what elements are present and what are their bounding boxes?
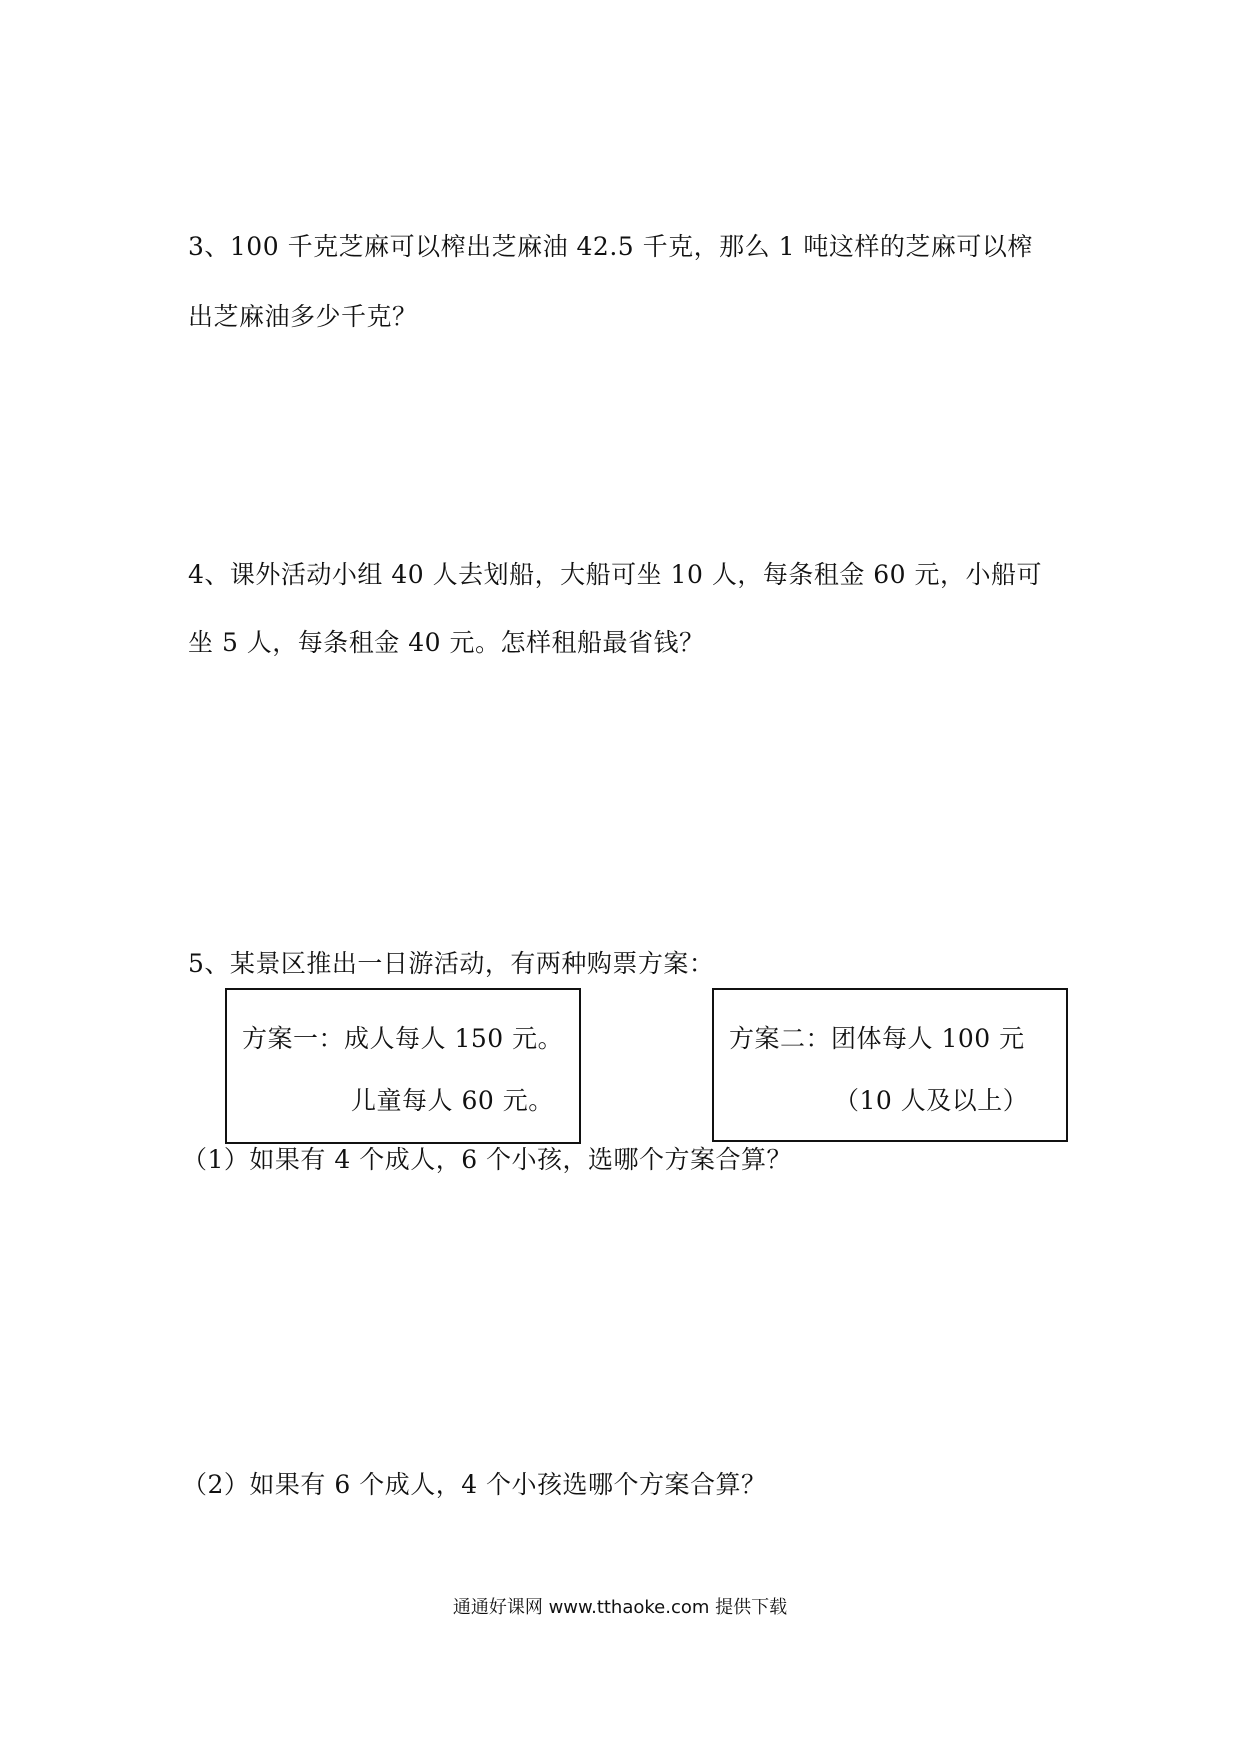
question-5-sub-1: （1）如果有 4 个成人，6 个小孩，选哪个方案合算？ bbox=[182, 1145, 793, 1174]
question-5-sub-2: （2）如果有 6 个成人，4 个小孩选哪个方案合算？ bbox=[182, 1470, 767, 1499]
question-4-line-1: 4、课外活动小组 40 人去划船，大船可坐 10 人，每条租金 60 元，小船可 bbox=[188, 560, 1043, 589]
question-5-intro: 5、某景区推出一日游活动，有两种购票方案： bbox=[188, 949, 715, 978]
plan-2-line-2: （10 人及以上） bbox=[834, 1086, 1029, 1115]
plan-1-line-1: 方案一：成人每人 150 元。 bbox=[242, 1024, 564, 1053]
question-3-line-1: 3、100 千克芝麻可以榨出芝麻油 42.5 千克，那么 1 吨这样的芝麻可以榨 bbox=[188, 232, 1033, 261]
plan-1-box bbox=[225, 988, 581, 1144]
question-4-line-2: 坐 5 人，每条租金 40 元。怎样租船最省钱？ bbox=[188, 628, 705, 657]
plan-2-box bbox=[712, 988, 1068, 1142]
plan-1-line-2: 儿童每人 60 元。 bbox=[351, 1086, 554, 1115]
question-3-line-2: 出芝麻油多少千克？ bbox=[188, 302, 418, 331]
plan-2-line-1: 方案二：团体每人 100 元 bbox=[729, 1024, 1025, 1053]
page-footer: 通通好课网 www.tthaoke.com 提供下载 bbox=[452, 1597, 788, 1618]
